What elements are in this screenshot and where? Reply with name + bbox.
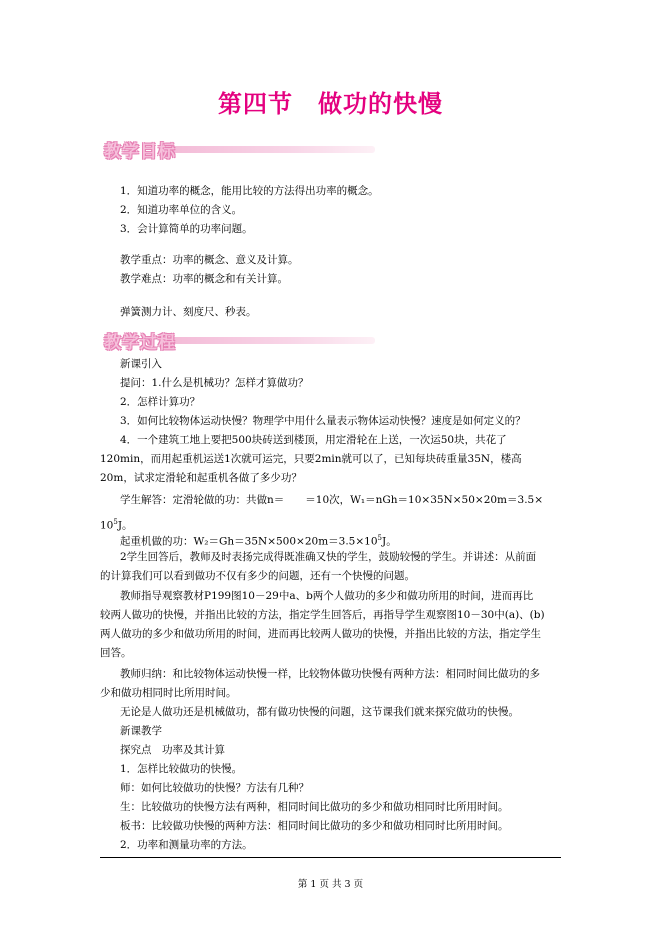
- banner-bar: [162, 146, 375, 153]
- paragraph-line: 回答。: [100, 647, 132, 659]
- answer-exponent: 5: [113, 518, 118, 526]
- question-line: 4．一个建筑工地上要把500块砖送到楼顶，用定滑轮在上送，一次运50块，共花了: [120, 434, 507, 446]
- teacher-question: 师：如何比较做功的快慢？方法有几种？: [120, 782, 309, 794]
- paragraph-line: 2学生回答后，教师及时表扬完成得既准确又快的学生，鼓励较慢的学生。并讲述：从前面: [120, 551, 537, 563]
- goal-item: 2．知道功率单位的含义。: [120, 204, 243, 216]
- answer-line: [120, 531, 397, 549]
- page-footer: 第 1 页 共 3 页: [297, 879, 364, 890]
- question-line: 20m，试求定滑轮和起重机各做了多少功？: [100, 472, 302, 484]
- student-answer: 生：比较做功的快慢方法有两种，相同时间比做功的多少和做功相同时比所用时间。: [120, 801, 509, 813]
- paragraph-line: 1．怎样比较做功的快慢。: [120, 763, 243, 775]
- paragraph-line: 少和做功相同时比所用时间。: [100, 687, 237, 699]
- difficult-point: 教学难点：功率的概念和有关计算。: [120, 273, 288, 285]
- materials: 弹簧测力计、刻度尺、秒表。: [120, 306, 257, 318]
- key-point: 教学重点：功率的概念、意义及计算。: [120, 254, 299, 266]
- question-line: 2．怎样计算功？: [120, 396, 201, 408]
- answer-line: [100, 515, 133, 533]
- goal-item: 1．知道功率的概念，能用比较的方法得出功率的概念。: [120, 185, 379, 197]
- paragraph-line: 教师指导观察教材P199图10－29中a、b两个人做功的多少和做功所用的时间，进而再比: [120, 590, 534, 602]
- paragraph-line: 2．功率和测量功率的方法。: [120, 839, 253, 851]
- answer-base: 起重机做的功：W₂＝Gh＝35N×500×20m＝3.5×10: [120, 535, 378, 548]
- answer-line: 学生解答：定滑轮做的功：共做n＝ ＝10次，W₁＝nGh＝10×35N×50×20m＝3.5×: [120, 494, 544, 506]
- paragraph-line: 两人做功的多少和做功所用的时间，进而再比较两人做功的快慢，并指出比较的方法，指定学生: [100, 628, 541, 640]
- explore-label: 探究点 功率及其计算: [120, 744, 225, 756]
- answer-base: 10: [100, 519, 114, 532]
- section-heading-goals: 教学目标: [104, 142, 176, 162]
- paragraph-line: 教师归纳：和比较物体运动快慢一样，比较物体做功快慢有两种方法：相同时间比做功的多: [120, 668, 540, 680]
- answer-exponent: 5: [377, 534, 382, 542]
- new-lesson-label: 新课教学: [120, 725, 162, 737]
- question-line: 120min，而用起重机运送1次就可运完，只要2min就可以了，已知每块砖重量35N，楼高: [100, 453, 522, 465]
- section-banner-process: [100, 328, 375, 353]
- paragraph-line: 的计算我们可以看到做功不仅有多少的问题，还有一个快慢的问题。: [100, 570, 415, 582]
- paragraph-line: 无论是人做功还是机械做功，都有做功快慢的问题，这节课我们就来探究做功的快慢。: [120, 706, 519, 718]
- section-banner-goals: [100, 137, 375, 162]
- section-heading-process: 教学过程: [104, 333, 176, 353]
- intro-label: 新课引入: [120, 358, 162, 370]
- banner-bar: [162, 337, 375, 344]
- goal-item: 3．会计算简单的功率问题。: [120, 223, 253, 235]
- question-line: 提问：1.什么是机械功？怎样才算做功？: [120, 377, 309, 389]
- page-title: 第四节 做功的快慢: [218, 90, 443, 118]
- answer-unit: J。: [381, 535, 397, 548]
- board-note: 板书：比较做功快慢的两种方法：相同时间比做功的多少和做功相同时比所用时间。: [120, 820, 509, 832]
- footer-rule: [100, 857, 561, 858]
- paragraph-line: 较两人做功的快慢，并指出比较的方法，指定学生回答后，再指导学生观察图10－30中(a)、(b): [100, 609, 545, 621]
- question-line: 3．如何比较物体运动快慢？物理学中用什么量表示物体运动快慢？速度是如何定义的？: [120, 415, 526, 427]
- answer-unit: J。: [117, 519, 133, 532]
